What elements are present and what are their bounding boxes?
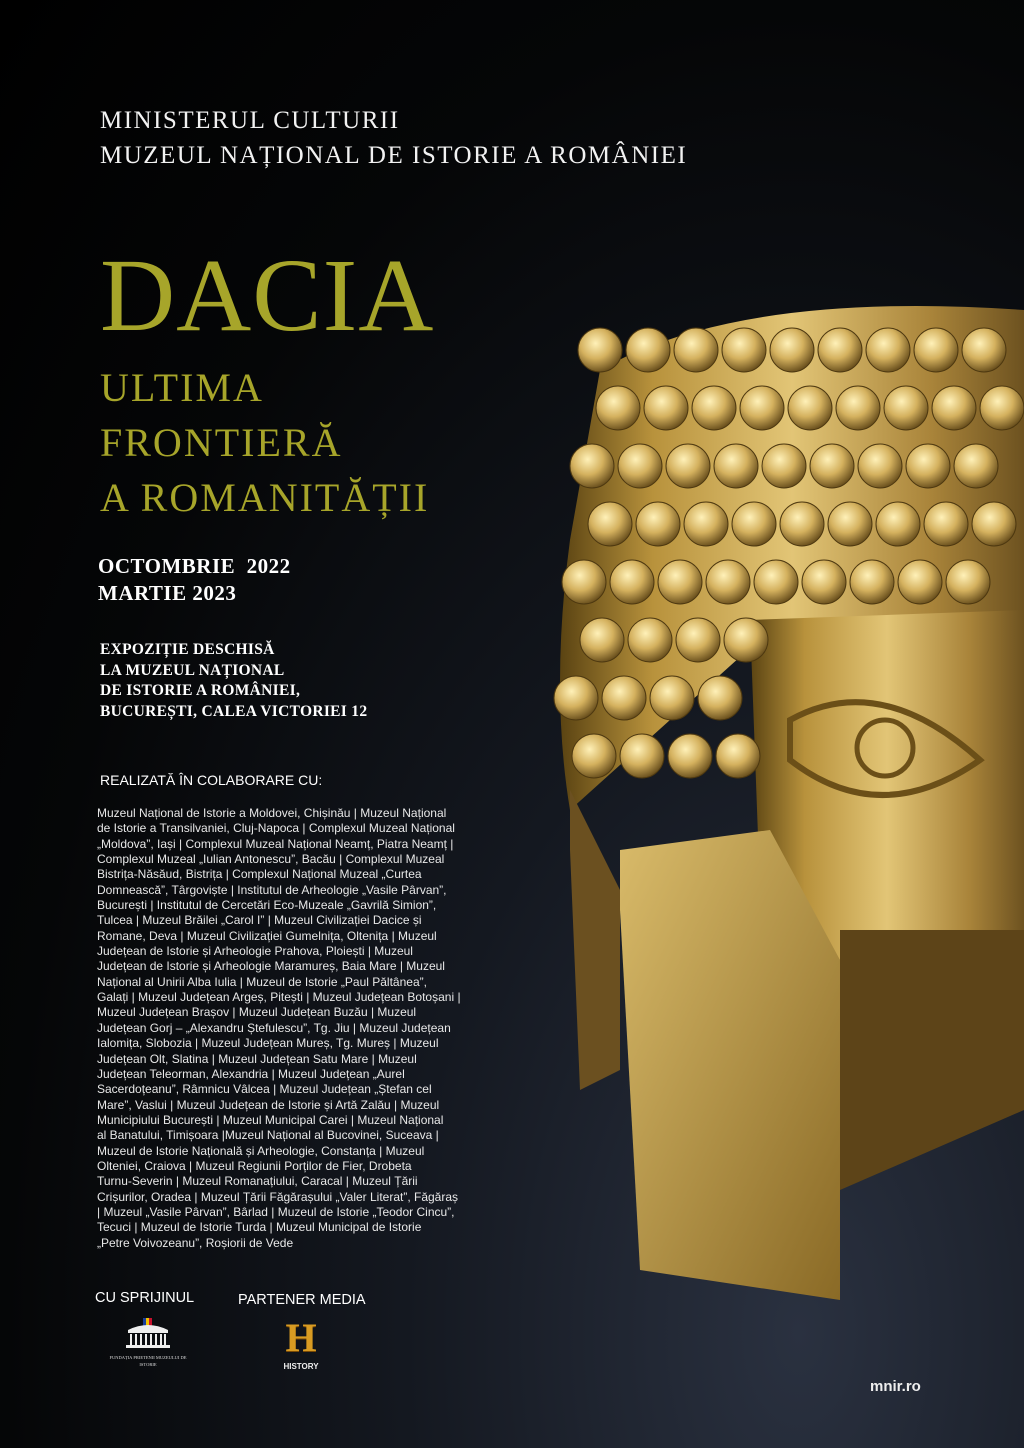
helmet-boss-ornament: [732, 502, 776, 546]
helmet-boss-ornament: [962, 328, 1006, 372]
helmet-boss-ornament: [674, 328, 718, 372]
history-logo-letter: H: [285, 1315, 317, 1360]
helmet-boss-ornament: [588, 502, 632, 546]
partner-list-line: Crișurilor, Oradea | Muzeul Țării Făgărașului „Valer Literat”, Făgăraș: [97, 1189, 459, 1204]
foundation-logo-text: FUNDAȚIA PRIETENII MUZEULUI DE ISTORIE: [109, 1355, 187, 1367]
partner-list-line: „Moldova”, Iași | Complexul Muzeal Național Neamț, Piatra Neamț |: [97, 836, 454, 851]
helmet-boss-ornament: [562, 560, 606, 604]
helmet-boss-ornament: [780, 502, 824, 546]
helmet-boss-ornament: [866, 328, 910, 372]
helmet-boss-ornament: [596, 386, 640, 430]
helmet-boss-ornament: [650, 676, 694, 720]
helmet-boss-ornament: [628, 618, 672, 662]
partner-list-line: Complexul Muzeal „Iulian Antonescu”, Bacău | Complexul Muzeal: [97, 852, 445, 867]
date-start: OCTOMBRIE 2022: [98, 554, 291, 578]
subtitle-line: A ROMANITĂȚII: [100, 475, 430, 520]
helmet-boss-ornament: [626, 328, 670, 372]
helmet-boss-ornament: [706, 560, 750, 604]
subtitle-line: FRONTIERĂ: [100, 420, 343, 465]
partner-list-line: Municipiului București | Muzeul Municipal Carei | Muzeul Național: [97, 1112, 444, 1127]
helmet-boss-ornament: [602, 676, 646, 720]
helmet-boss-ornament: [788, 386, 832, 430]
helmet-boss-ornament: [906, 444, 950, 488]
date-end: MARTIE 2023: [98, 581, 237, 605]
collaboration-heading: REALIZATĂ ÎN COLABORARE CU:: [100, 772, 323, 788]
helmet-boss-ornament: [914, 328, 958, 372]
subtitle-line: ULTIMA: [100, 365, 264, 410]
partner-list-line: Ialomița, Slobozia | Muzeul Județean Mureș, Tg. Mureș | Muzeul: [97, 1036, 439, 1051]
helmet-boss-ornament: [980, 386, 1024, 430]
golden-helmet-image: [540, 290, 1024, 1310]
partner-list-line: Județean Olt, Slatina | Muzeul Județean Satu Mare | Muzeul: [97, 1051, 417, 1066]
partner-list-line: Județean de Istorie și Arheologie Maramureș, Baia Mare | Muzeul: [97, 959, 445, 974]
partner-list-line: „Petre Voivozeanu”, Roșiorii de Vede: [97, 1235, 294, 1250]
helmet-boss-ornament: [802, 560, 846, 604]
helmet-boss-ornament: [716, 734, 760, 778]
partner-list-line: | Muzeul „Vasile Pârvan”, Bârlad | Muzeul de Istorie „Teodor Cincu”,: [97, 1204, 455, 1219]
foundation-logo: [106, 1318, 190, 1368]
partner-list-line: Bistrița-Năsăud, Bistrița | Complexul Național Muzeal „Curtea: [97, 867, 422, 882]
partner-list-line: Județean de Istorie și Arheologie Prahova, Ploiești | Muzeul: [97, 944, 413, 959]
support-heading: CU SPRIJINUL: [95, 1290, 195, 1306]
partner-list-line: Olteniei, Craiova | Muzeul Regiunii Porților de Fier, Drobeta: [97, 1158, 412, 1173]
partner-list-line: Turnu-Severin | Muzeul Romanațiului, Caracal | Muzeul Țării: [97, 1174, 418, 1189]
ministry-name: MINISTERUL CULTURII: [100, 107, 400, 134]
helmet-boss-ornament: [850, 560, 894, 604]
helmet-boss-ornament: [754, 560, 798, 604]
helmet-boss-ornament: [620, 734, 664, 778]
helmet-boss-ornament: [666, 444, 710, 488]
history-logo-word: HISTORY: [283, 1362, 319, 1371]
partner-list-line: de Istorie a Transilvaniei, Cluj-Napoca | Complexul Muzeal Național: [97, 821, 455, 836]
helmet-boss-ornament: [572, 734, 616, 778]
media-partner-heading: PARTENER MEDIA: [238, 1292, 366, 1308]
exhibition-dates: [98, 553, 291, 607]
helmet-boss-ornament: [684, 502, 728, 546]
helmet-boss-ornament: [644, 386, 688, 430]
helmet-boss-ornament: [858, 444, 902, 488]
venue: [100, 640, 367, 722]
venue-line: BUCUREȘTI, CALEA VICTORIEI 12: [100, 702, 368, 720]
helmet-boss-ornament: [698, 676, 742, 720]
helmet-boss-ornament: [810, 444, 854, 488]
partner-list-line: Galați | Muzeul Județean Argeș, Pitești | Muzeul Județean Botoșani |: [97, 990, 461, 1005]
partner-list-line: al Banatului, Timișoara |Muzeul Național al Bucovinei, Suceava |: [97, 1128, 439, 1143]
organizers: [100, 103, 687, 173]
partner-list-line: București | Institutul de Cercetări Eco-Muzeale „Gavrilă Simion”,: [97, 898, 437, 913]
partner-list-line: Romane, Deva | Muzeul Civilizației Gumelnița, Oltenița | Muzeul: [97, 928, 437, 943]
helmet-boss-ornament: [578, 328, 622, 372]
museum-name: MUZEUL NAȚIONAL DE ISTORIE A ROMÂNIEI: [100, 142, 688, 169]
helmet-boss-ornament: [724, 618, 768, 662]
partner-list-line: Muzeul de Istorie Națională și Arheologie, Constanța | Muzeul: [97, 1143, 425, 1158]
helmet-boss-ornament: [580, 618, 624, 662]
partner-list-line: Tecuci | Muzeul de Istorie Turda | Muzeul Municipal de Istorie: [97, 1220, 422, 1235]
partner-list-line: Muzeul Național de Istorie a Moldovei, Chișinău | Muzeul Național: [97, 806, 447, 820]
helmet-boss-ornament: [676, 618, 720, 662]
helmet-boss-ornament: [946, 560, 990, 604]
partner-list-line: Național al Unirii Alba Iulia | Muzeul de Istorie „Paul Păltânea”,: [97, 974, 427, 989]
helmet-boss-ornament: [692, 386, 736, 430]
partner-list-line: Mare”, Vaslui | Muzeul Județean de Istorie și Artă Zalău | Muzeul: [97, 1097, 440, 1112]
helmet-boss-ornament: [714, 444, 758, 488]
helmet-boss-ornament: [876, 502, 920, 546]
helmet-boss-ornament: [722, 328, 766, 372]
venue-line: LA MUZEUL NAȚIONAL: [100, 661, 285, 679]
helmet-boss-ornament: [884, 386, 928, 430]
helmet-boss-ornament: [770, 328, 814, 372]
helmet-boss-ornament: [570, 444, 614, 488]
helmet-boss-ornament: [762, 444, 806, 488]
partner-list: [97, 806, 461, 1251]
helmet-boss-ornament: [898, 560, 942, 604]
partner-list-line: Sacerdoțeanu”, Râmnicu Vâlcea | Muzeul Județean „Ștefan cel: [97, 1082, 432, 1097]
helmet-boss-ornament: [836, 386, 880, 430]
exhibition-subtitle: [100, 360, 429, 525]
venue-line: EXPOZIȚIE DESCHISĂ: [100, 641, 275, 658]
helmet-boss-ornament: [610, 560, 654, 604]
exhibition-title: DACIA: [100, 238, 435, 353]
helmet-boss-ornament: [636, 502, 680, 546]
venue-line: DE ISTORIE A ROMÂNIEI,: [100, 682, 301, 699]
partner-list-line: Domnească”, Târgoviște | Institutul de Arheologie „Vasile Pârvan”,: [97, 882, 447, 897]
partner-list-line: Muzeul Județean Brașov | Muzeul Județean Buzău | Muzeul: [97, 1005, 417, 1020]
helmet-boss-ornament: [924, 502, 968, 546]
history-channel-logo: [276, 1314, 326, 1372]
helmet-boss-ornament: [668, 734, 712, 778]
helmet-boss-ornament: [658, 560, 702, 604]
helmet-boss-ornament: [818, 328, 862, 372]
helmet-boss-ornament: [618, 444, 662, 488]
helmet-boss-ornament: [954, 444, 998, 488]
helmet-boss-ornament: [932, 386, 976, 430]
helmet-boss-ornament: [828, 502, 872, 546]
museum-building-icon: [123, 1318, 173, 1352]
helmet-boss-ornament: [554, 676, 598, 720]
partner-list-line: Județean Teleorman, Alexandria | Muzeul Județean „Aurel: [97, 1066, 405, 1081]
helmet-boss-ornament: [740, 386, 784, 430]
partner-list-line: Județean Gorj – „Alexandru Ștefulescu”, Tg. Jiu | Muzeul Județean: [97, 1020, 451, 1035]
helmet-boss-ornament: [972, 502, 1016, 546]
website: mnir.ro: [870, 1378, 921, 1395]
partner-list-line: Tulcea | Muzeul Brăilei „Carol I” | Muzeul Civilizației Dacice și: [97, 913, 422, 928]
